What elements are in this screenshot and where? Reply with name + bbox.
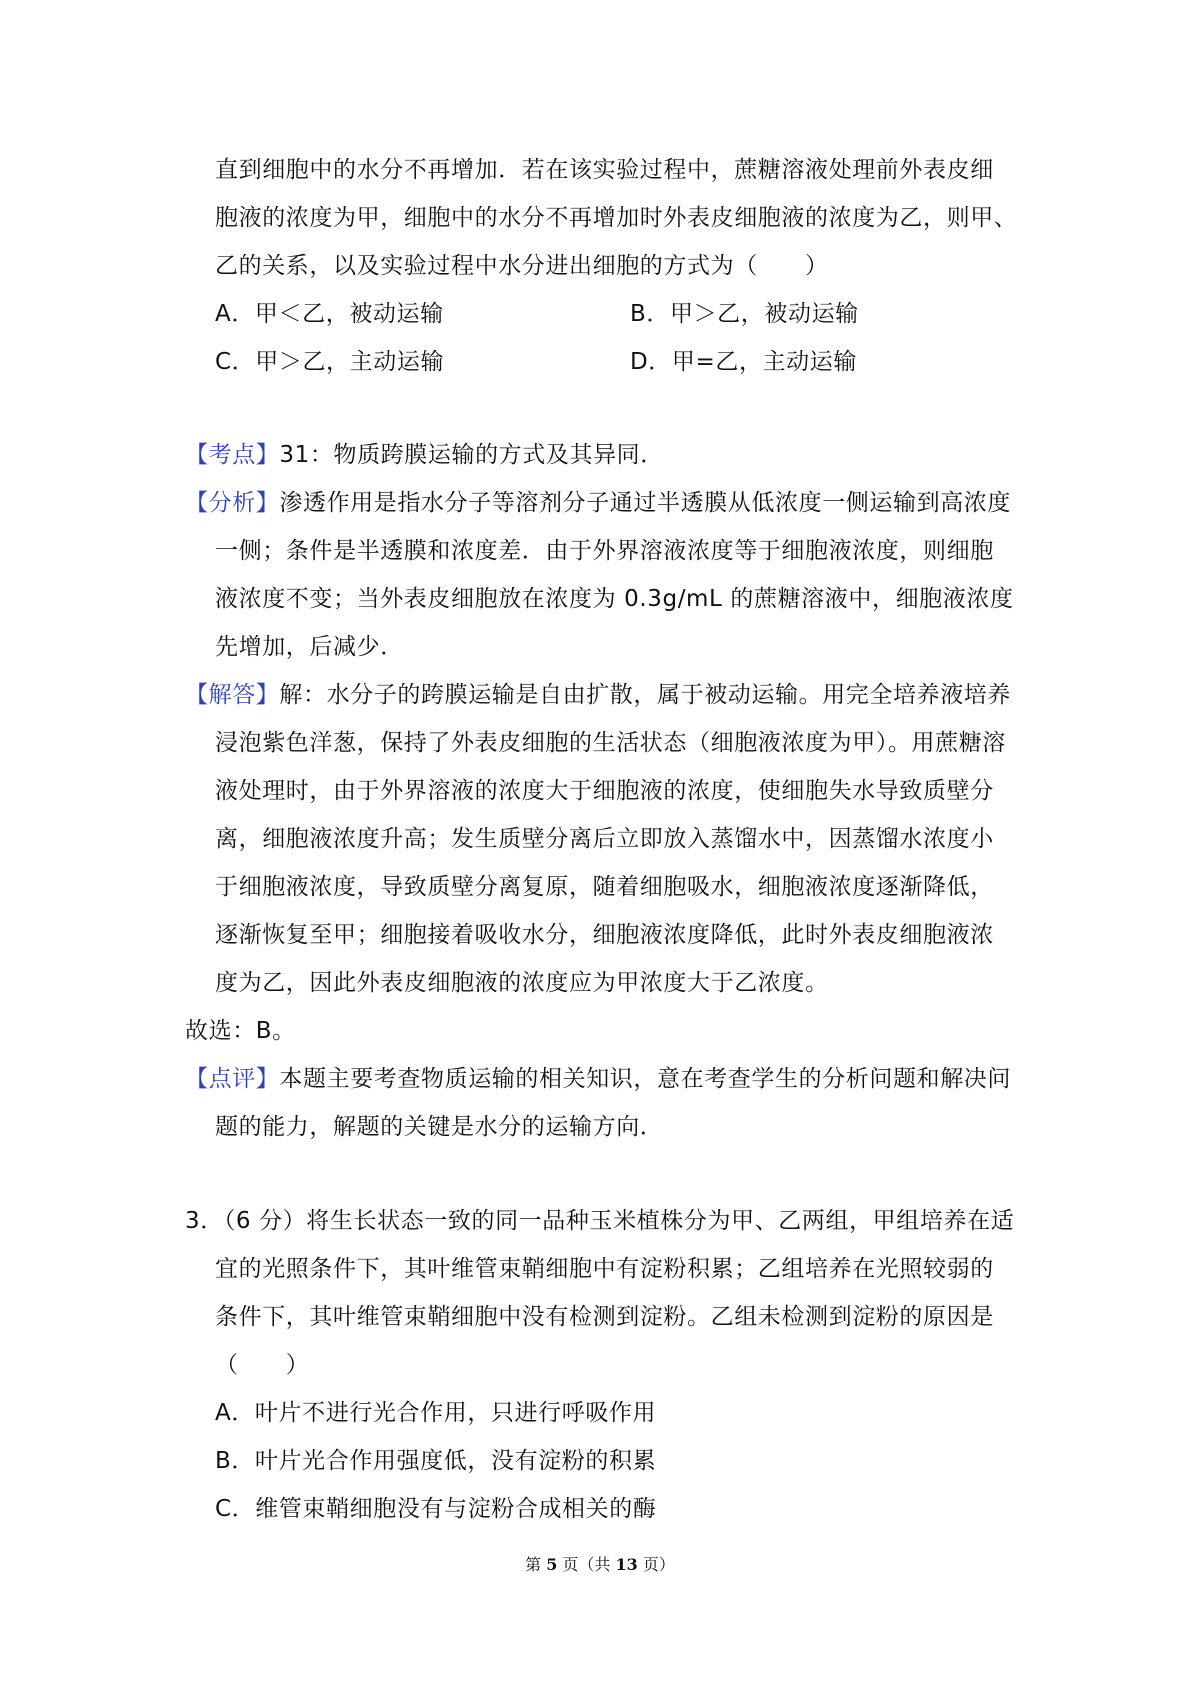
fenxi-tag: 【分析】 (185, 490, 280, 516)
jieda-text-1: 解：水分子的跨膜运输是自由扩散，属于被动运输。用完全培养液培养 (279, 682, 1012, 708)
fenxi-line-2: 一侧；条件是半透膜和浓度差．由于外界溶液浓度等于细胞液浓度，则细胞 (215, 538, 994, 564)
q2-stem-line-2: 胞液的浓度为甲，细胞中的水分不再增加时外表皮细胞液的浓度为乙，则甲、 (215, 205, 1018, 231)
jieda-line-1 (185, 680, 1011, 710)
fenxi-line-3: 液浓度不变；当外表皮细胞放在浓度为 0.3g/mL 的蔗糖溶液中，细胞液浓度 (215, 586, 1014, 612)
q2-option-b: B．甲＞乙，被动运输 (630, 301, 859, 327)
dianping-line-2: 题的能力，解题的关键是水分的运输方向． (215, 1114, 664, 1140)
q3-option-b: B．叶片光合作用强度低，没有淀粉的积累 (215, 1448, 657, 1474)
q3-option-a: A．叶片不进行光合作用，只进行呼吸作用 (215, 1400, 657, 1426)
kaodian-text: 31：物质跨膜运输的方式及其异同． (279, 442, 664, 468)
dianping-tag: 【点评】 (185, 1066, 280, 1092)
jieda-line-7: 度为乙，因此外表皮细胞液的浓度应为甲浓度大于乙浓度。 (215, 970, 829, 996)
q3-stem-line-4: （ ） (215, 1352, 310, 1378)
answer-line: 故选：B。 (185, 1018, 296, 1044)
q3-option-c: C．维管束鞘细胞没有与淀粉合成相关的酶 (215, 1496, 657, 1522)
q2-stem-line-3: 乙的关系，以及实验过程中水分进出细胞的方式为（ ） (215, 253, 829, 279)
footer-prefix: 第 (525, 1555, 547, 1574)
fenxi-text-1: 渗透作用是指水分子等溶剂分子通过半透膜从低浓度一侧运输到高浓度 (279, 490, 1012, 516)
dianping-text-1: 本题主要考查物质运输的相关知识，意在考查学生的分析问题和解决问 (279, 1066, 1012, 1092)
footer-middle: 页（共 (557, 1555, 616, 1574)
q3-stem-line-1: 3．（6 分）将生长状态一致的同一品种玉米植株分为甲、乙两组，甲组培养在适 (185, 1208, 1015, 1234)
footer-suffix: 页） (637, 1555, 675, 1574)
footer-total-pages: 13 (615, 1555, 638, 1574)
jieda-line-4: 离，细胞液浓度升高；发生质壁分离后立即放入蒸馏水中，因蒸馏水浓度小 (215, 826, 994, 852)
q2-option-a: A．甲＜乙，被动运输 (215, 301, 444, 327)
kaodian-line-1 (185, 440, 664, 470)
jieda-line-2: 浸泡紫色洋葱，保持了外表皮细胞的生活状态（细胞液浓度为甲）。用蔗糖溶 (215, 730, 1006, 756)
q2-stem-line-1: 直到细胞中的水分不再增加．若在该实验过程中，蔗糖溶液处理前外表皮细 (215, 157, 994, 183)
dianping-line-1 (185, 1064, 1011, 1094)
jieda-line-3: 液处理时，由于外界溶液的浓度大于细胞液的浓度，使细胞失水导致质壁分 (215, 778, 994, 804)
jieda-line-6: 逐渐恢复至甲；细胞接着吸收水分，细胞液浓度降低，此时外表皮细胞液浓 (215, 922, 994, 948)
q2-option-c: C．甲＞乙，主动运输 (215, 349, 445, 375)
footer-page-number: 5 (546, 1555, 558, 1574)
jieda-line-5: 于细胞液浓度，导致质壁分离复原，随着细胞吸水，细胞液浓度逐渐降低， (215, 874, 994, 900)
q3-stem-line-2: 宜的光照条件下，其叶维管束鞘细胞中有淀粉积累；乙组培养在光照较弱的 (215, 1256, 994, 1282)
q3-stem-line-3: 条件下，其叶维管束鞘细胞中没有检测到淀粉。乙组未检测到淀粉的原因是 (215, 1304, 994, 1330)
fenxi-line-1 (185, 488, 1011, 518)
page-footer (0, 1554, 1200, 1576)
fenxi-line-4: 先增加，后减少． (215, 634, 404, 660)
kaodian-tag: 【考点】 (185, 442, 280, 468)
q2-option-d: D．甲=乙，主动运输 (630, 349, 857, 375)
jieda-tag: 【解答】 (185, 682, 280, 708)
